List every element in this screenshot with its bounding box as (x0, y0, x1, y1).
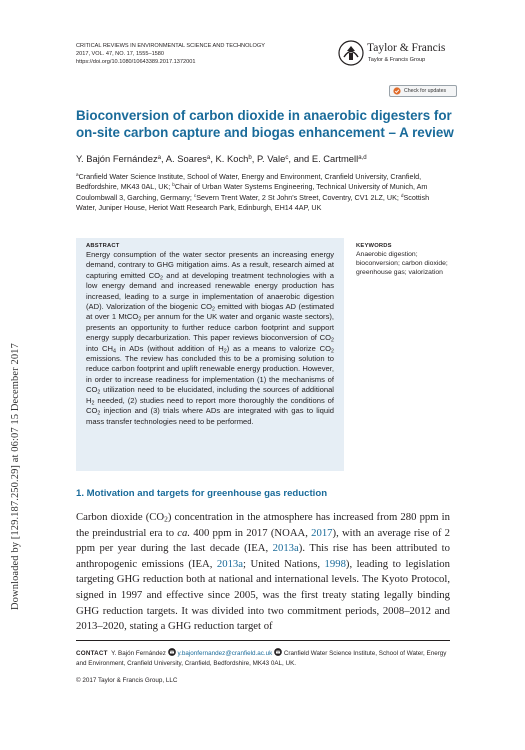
contact-address: Cranfield Water Science Institute, School of Water, Energy and Environment, Cranfield University, Cranfield, Bedfordshire, MK43 0AL, UK. (76, 650, 447, 667)
affiliation-a: Cranfield Water Science Institute, School of Water, Energy and Environment, Cranfield University, Cranfield, Bedfordshire, MK43 0AL, UK; (76, 172, 422, 192)
keywords-panel (356, 243, 456, 277)
affiliation-c: Severn Trent Water, 2 St John's Street, Coventry, CV1 2LZ, UK; (196, 192, 399, 202)
abstract-box (76, 238, 344, 471)
journal-header (76, 42, 265, 66)
author-list: Y. Bajón Fernández$^a$, A. Soares$^a$, K. Koch$^b$, P. Vale$^c$, and E. Cartmell$^{a,d}$ (76, 153, 367, 164)
article-title: Bioconversion of carbon dioxide in anaerobic digesters for on-site carbon capture and biogas enhancement – A review (76, 108, 454, 140)
citation-link[interactable]: 1998 (324, 557, 346, 570)
abstract-text: Energy consumption of the water sector presents an increasing energy demand, contrary to GHG mitigation aims. As a result, research aimed at capturing emitted $CO_2$ and at developing treatment technologies with a low energy demand and increased renewable energy production has increased, leading to a surge in implementation of anaerobic digestion (AD). Valorization of the biogenic $CO_2$ emitted with biogas AD (estimated at over 1 MtCO$_2$ per annum for the UK water and organic waste sectors), presents an opportunity to further reduce carbon footprint and support energy supply decarburization. This paper reviews bioconversion of $CO_2$ into $CH_4$ in ADs (without addition of $H_2$) as a means to valorize $CO_2$ emissions. The review has concluded this to be a promising solution to reduce carbon footprint and uplift renewable energy production. However, in order to increase readiness for implementation (1) the mechanisms of $CO_2$ utilization need to be elucidated, including the sources of additional $H_2$ needed, (2) studies need to report more thoroughly the conditions of $CO_2$ injection and (3) trials where ADs are integrated with gas to liquid mass transfer technologies need to be performed. (86, 250, 335, 426)
publisher-group: Taylor & Francis Group (368, 57, 426, 63)
contact-email-link[interactable]: y.bajonfernandez@cranfield.ac.uk (177, 650, 273, 657)
contact-footer (76, 648, 456, 669)
journal-doi-link[interactable]: https://doi.org/10.1080/10643389.2017.1372001 (76, 59, 196, 65)
author-name[interactable]: and E. Cartmell (293, 153, 359, 164)
author-name[interactable]: P. Vale (256, 153, 286, 164)
publisher-name: Taylor & Francis (367, 42, 446, 54)
body-paragraph: Carbon dioxide $(CO_2)$ concentration in the atmosphere has increased from 280 ppm in the preindustrial era to ca. 400 ppm in 2017 (NOAA, 2017), with an average rise of 2 ppm per year during the last decade (IEA, 2013a). This rise has been attributed to anthropogenic emissions (IEA, 2013a; United Nations, 1998), leading to legislation targeting GHG reduction both at national and international levels. The Kyoto Protocol, signed in 1997 and effective since 2005, was the first treaty stating legally binding GHG reduction targets. It was divided into two commitment periods, 2008–2012 and 2013–2020, stating a GHG reduction target of (76, 511, 450, 633)
address-icon (274, 648, 282, 656)
download-stamp: Downloaded by [129.187.250.29] at 06:07 15 December 2017 (10, 343, 21, 610)
affiliation-d: Scottish Water, Juniper House, Heriot Watt Research Park, Edinburgh, EH14 4AP, UK (76, 192, 430, 213)
abstract-heading: ABSTRACT (86, 243, 120, 249)
publisher-logo-icon (338, 40, 364, 66)
contact-name: Y. Bajón Fernández (111, 650, 166, 657)
footer-divider (76, 640, 450, 641)
copyright-notice: © 2017 Taylor & Francis Group, LLC (76, 677, 178, 684)
update-check-icon (393, 87, 401, 95)
journal-name: CRITICAL REVIEWS IN ENVIRONMENTAL SCIENCE AND TECHNOLOGY (76, 43, 265, 49)
author-name[interactable]: K. Koch (215, 153, 249, 164)
contact-label: CONTACT (76, 650, 108, 657)
author-name[interactable]: Y. Bajón Fernández (76, 153, 158, 164)
affiliations: $^a$Cranfield Water Science Institute, School of Water, Energy and Environment, Cranfield University, Cranfield, Bedfordshire, MK43 0AL, UK; $^b$Chair of Urban Water Systems Engineering, Technical University of Munich, Am Coulombwall 3, Garching, Germany; $^c$Severn Trent Water, 2 St John's Street, Coventry, CV1 2LZ, UK; $^d$Scottish Water, Juniper House, Heriot Watt Research Park, Edinburgh, EH14 4AP, UK (76, 172, 430, 213)
keywords-text: Anaerobic digestion; bioconversion; carbon dioxide; greenhouse gas; valorization (356, 251, 448, 276)
check-for-updates-label: Check for updates (404, 88, 447, 94)
section-heading: 1. Motivation and targets for greenhouse gas reduction (76, 488, 328, 499)
citation-link[interactable]: 2017 (311, 526, 333, 539)
keywords-heading: KEYWORDS (356, 243, 392, 249)
author-name[interactable]: A. Soares (165, 153, 207, 164)
affiliation-b: Chair of Urban Water Systems Engineering, Technical University of Munich, Am Coulombwall 3, Garching, Germany; (76, 182, 428, 202)
publisher-logo[interactable] (338, 40, 458, 70)
journal-volume: 2017, VOL. 47, NO. 17, 1555–1580 (76, 51, 165, 57)
email-icon (168, 648, 176, 656)
check-for-updates-button[interactable] (389, 85, 457, 97)
citation-link[interactable]: 2013a (272, 542, 299, 555)
citation-link[interactable]: 2013a (216, 557, 244, 570)
